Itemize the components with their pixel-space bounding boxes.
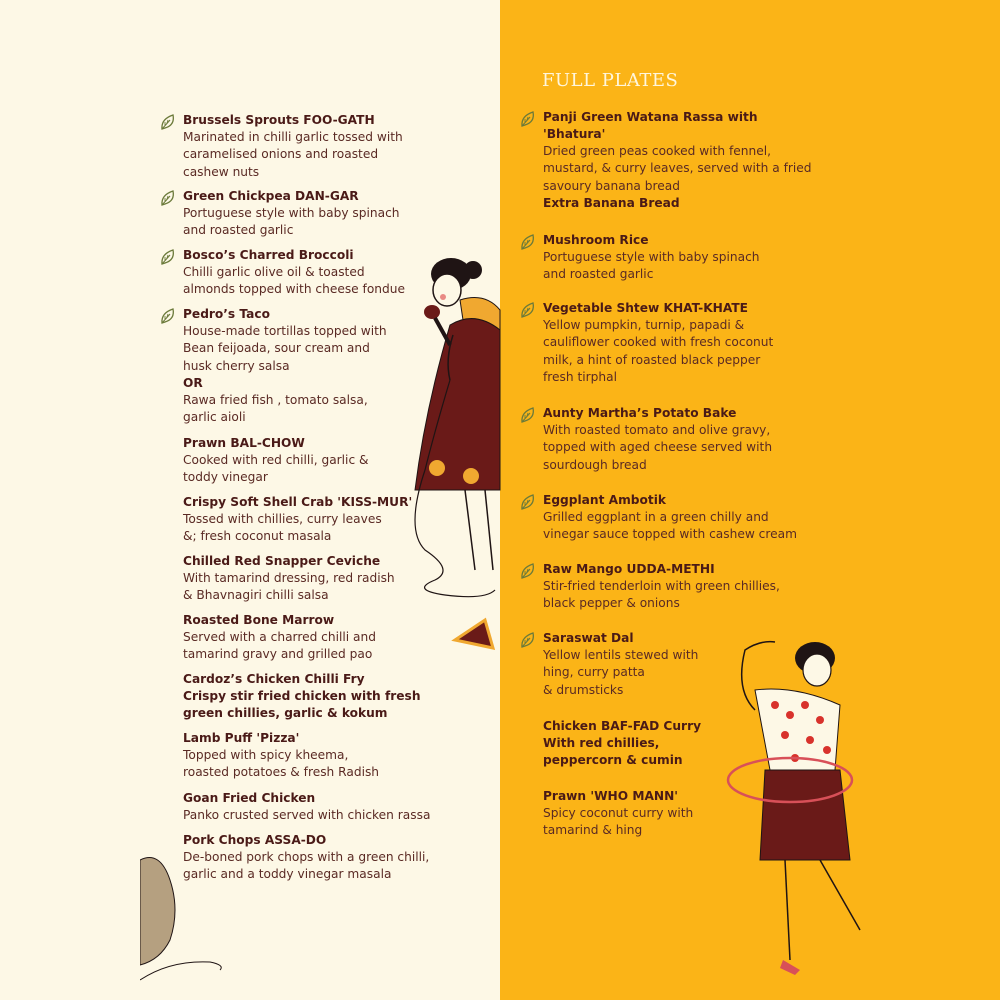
leaf-icon xyxy=(519,233,537,251)
menu-item-name: Chicken BAF-FAD Curry xyxy=(543,719,702,733)
menu-item xyxy=(183,112,503,181)
menu-item-name: Lamb Puff 'Pizza' xyxy=(183,731,300,745)
leaf-icon xyxy=(159,307,177,325)
menu-item-name: Cardoz’s Chicken Chilli Fry xyxy=(183,672,365,686)
menu-item-name: Chilled Red Snapper Ceviche xyxy=(183,554,381,568)
menu-item xyxy=(183,790,503,824)
menu-item xyxy=(183,671,503,722)
menu-item xyxy=(183,612,503,664)
menu-item-description: House-made tortillas topped with Bean feijoada, sour cream and husk cherry salsa xyxy=(183,324,387,373)
menu-item-description: Chilli garlic olive oil & toasted almonds topped with cheese fondue xyxy=(183,265,405,297)
menu-item-extra: Extra Banana Bread xyxy=(543,195,680,210)
menu-item-name: Prawn BAL-CHOW xyxy=(183,436,305,450)
menu-item-description: Marinated in chilli garlic tossed with caramelised onions and roasted cashew nuts xyxy=(183,130,403,179)
menu-item xyxy=(183,188,503,240)
menu-item-name: Green Chickpea DAN-GAR xyxy=(183,189,359,203)
menu-item xyxy=(183,306,503,426)
menu-item-extra: Crispy stir fried chicken with fresh green chillies, garlic & kokum xyxy=(183,689,421,720)
menu-item xyxy=(543,630,863,699)
menu-item-alternative: Rawa fried fish , tomato salsa, garlic aioli xyxy=(183,392,368,425)
menu-item-description: Portuguese style with baby spinach and roasted garlic xyxy=(543,250,760,282)
menu-item-description: Topped with spicy kheema, roasted potatoes & fresh Radish xyxy=(183,748,380,780)
menu-item-description: De-boned pork chops with a green chilli, garlic and a toddy vinegar masala xyxy=(183,850,430,882)
leaf-icon xyxy=(519,562,537,580)
menu-item-description: With roasted tomato and olive gravy, topped with aged cheese served with sourdough bread xyxy=(543,423,773,472)
menu-item xyxy=(543,232,863,284)
leaf-icon xyxy=(519,301,537,319)
menu-item-description: Served with a charred chilli and tamarind gravy and grilled pao xyxy=(183,630,376,662)
menu-item xyxy=(543,405,863,474)
menu-item-name: Eggplant Ambotik xyxy=(543,493,666,507)
menu-item-description: Yellow lentils stewed with hing, curry patta & drumsticks xyxy=(543,648,699,697)
menu-item-description: Dried green peas cooked with fennel, mustard, & curry leaves, served with a fried savoury banana bread xyxy=(543,144,812,193)
menu-item-description: Grilled eggplant in a green chilly and vinegar sauce topped with cashew cream xyxy=(543,510,797,542)
leaf-icon xyxy=(519,493,537,511)
menu-item-description: Spicy coconut curry with tamarind & hing xyxy=(543,806,694,838)
menu-item-description: Yellow pumpkin, turnip, papadi & cauliflower cooked with fresh coconut milk, a hint of roasted black pepper fresh tirphal xyxy=(543,318,774,384)
menu-item-description: Stir-fried tenderloin with green chillies, black pepper & onions xyxy=(543,579,780,611)
menu-item xyxy=(543,718,863,769)
menu-item xyxy=(183,247,503,299)
leaf-icon xyxy=(159,113,177,131)
menu-item-name: Mushroom Rice xyxy=(543,233,649,247)
menu-item-name: Vegetable Shtew KHAT-KHATE xyxy=(543,301,749,315)
menu-item-name: Pedro’s Taco xyxy=(183,307,270,321)
menu-item-name: Brussels Sprouts FOO-GATH xyxy=(183,113,375,127)
menu-item xyxy=(543,300,863,386)
menu-item-description: Cooked with red chilli, garlic & toddy vinegar xyxy=(183,453,369,485)
menu-item-name: Aunty Martha’s Potato Bake xyxy=(543,406,737,420)
leaf-icon xyxy=(519,631,537,649)
leaf-icon xyxy=(159,189,177,207)
menu-item xyxy=(543,109,863,212)
menu-item-name: Crispy Soft Shell Crab 'KISS-MUR' xyxy=(183,495,413,509)
menu-item xyxy=(543,788,863,840)
menu-item xyxy=(183,435,503,487)
menu-item-name: Roasted Bone Marrow xyxy=(183,613,335,627)
menu-item xyxy=(183,494,503,546)
menu-item xyxy=(543,492,863,544)
menu-item xyxy=(183,553,503,605)
menu-item-description: With tamarind dressing, red radish & Bhavnagiri chilli salsa xyxy=(183,571,395,603)
leaf-icon xyxy=(159,248,177,266)
menu-item-description: Panko crusted served with chicken rassa xyxy=(183,808,431,822)
menu-item-name: Goan Fried Chicken xyxy=(183,791,316,805)
menu-item-name: Raw Mango UDDA-METHI xyxy=(543,562,715,576)
menu-item-extra: OR xyxy=(183,375,203,390)
menu-item xyxy=(543,561,863,613)
leaf-icon xyxy=(519,406,537,424)
menu-item-name: Bosco’s Charred Broccoli xyxy=(183,248,354,262)
menu-item xyxy=(183,730,503,782)
menu-item xyxy=(183,832,503,884)
menu-item-name: Prawn 'WHO MANN' xyxy=(543,789,679,803)
menu-item-extra: With red chillies, peppercorn & cumin xyxy=(543,736,683,767)
leaf-icon xyxy=(519,110,537,128)
menu-item-description: Portuguese style with baby spinach and roasted garlic xyxy=(183,206,400,238)
menu-item-description: Tossed with chillies, curry leaves &; fresh coconut masala xyxy=(183,512,382,544)
menu-item-name: Pork Chops ASSA-DO xyxy=(183,833,327,847)
menu-item-name: Saraswat Dal xyxy=(543,631,634,645)
full-plates-heading: FULL PLATES xyxy=(542,70,679,91)
menu-item-name: Panji Green Watana Rassa with 'Bhatura' xyxy=(543,110,758,141)
